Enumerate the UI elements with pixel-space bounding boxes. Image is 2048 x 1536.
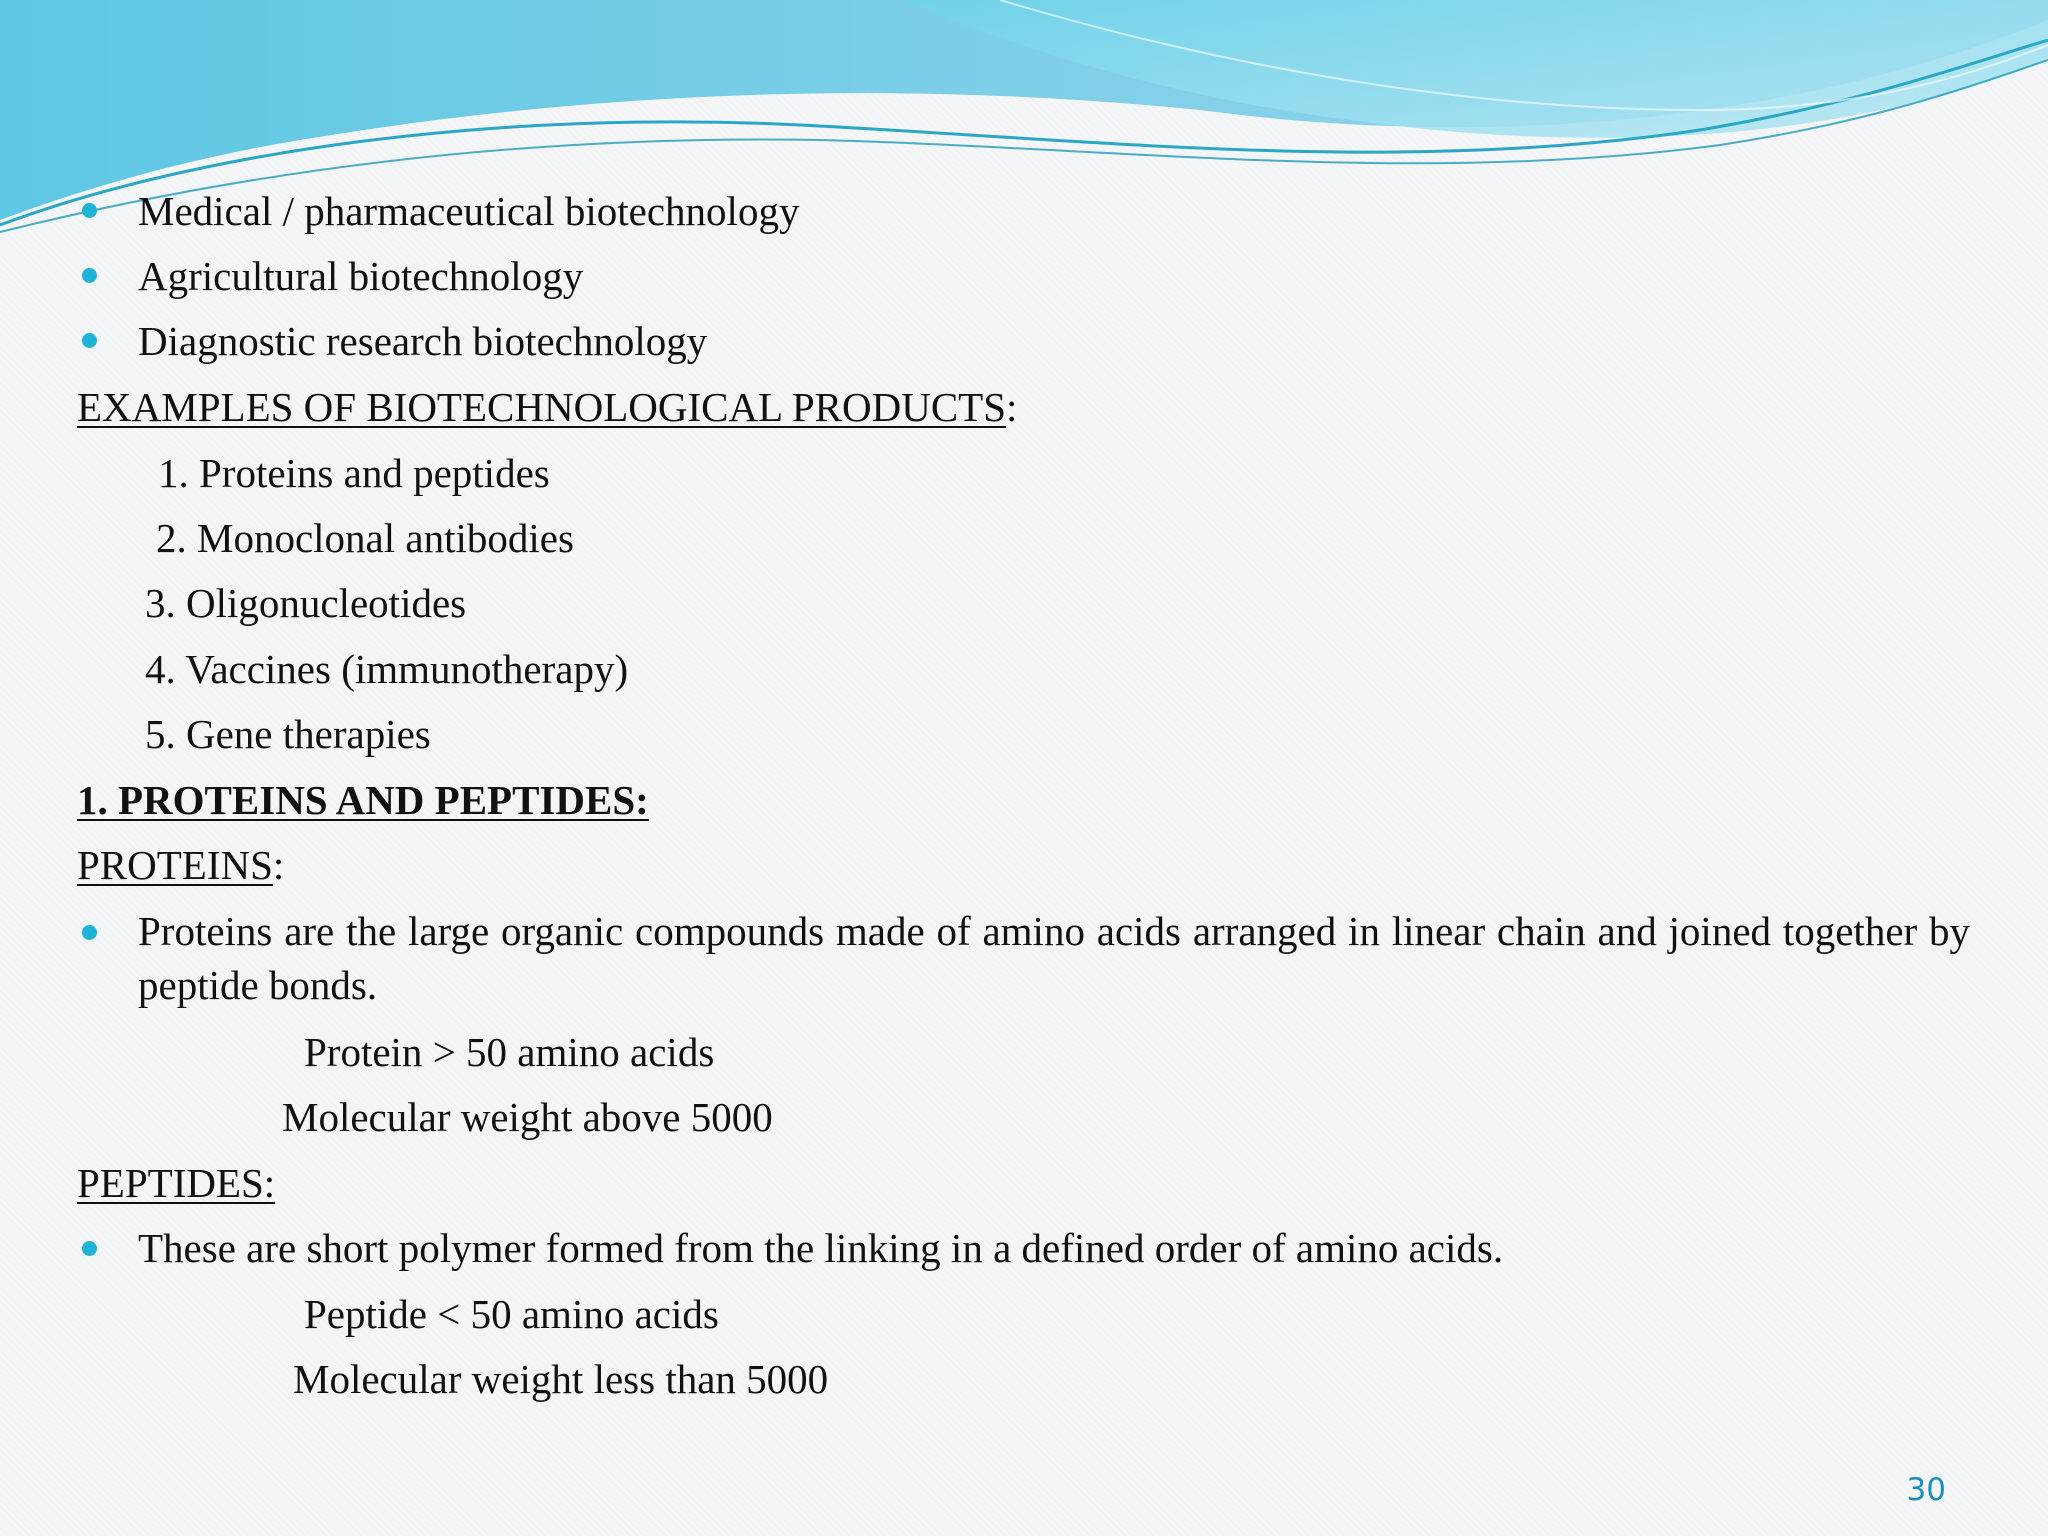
example-item-3: 3. Oligonucleotides [145, 580, 467, 626]
proteins-heading [77, 840, 284, 890]
bullet-icon [82, 925, 97, 940]
peptides-definition: These are short polymer formed from the linking in a defined order of amino acids. [138, 1225, 1504, 1271]
protein-detail-weight: Molecular weight above 5000 [282, 1094, 773, 1140]
bullet-icon [82, 1241, 97, 1256]
bullet-agricultural: Agricultural biotechnology [138, 253, 584, 299]
bullet-medical: Medical / pharmaceutical biotechnology [138, 188, 800, 234]
proteins-definition: Proteins are the large organic compounds made of amino acids arranged in linear chain and joined together by peptide bonds. [138, 908, 1970, 1008]
peptides-heading: PEPTIDES: [77, 1160, 276, 1206]
example-item-1: 1. Proteins and peptides [158, 450, 550, 496]
examples-heading-text: EXAMPLES OF BIOTECHNOLOGICAL PRODUCTS [77, 384, 1007, 430]
examples-heading [77, 382, 1017, 432]
example-item-5: 5. Gene therapies [145, 711, 431, 757]
bullet-icon [82, 268, 97, 283]
examples-heading-colon: : [1006, 384, 1018, 430]
bullet-icon [82, 333, 97, 348]
example-item-2: 2. Monoclonal antibodies [156, 515, 574, 561]
peptide-detail-weight: Molecular weight less than 5000 [293, 1356, 829, 1402]
proteins-heading-colon: : [272, 842, 285, 888]
example-item-4: 4. Vaccines (immunotherapy) [145, 646, 629, 692]
slide-number: 30 [1906, 1472, 1946, 1508]
proteins-heading-text: PROTEINS [77, 842, 273, 888]
bullet-diagnostic: Diagnostic research biotechnology [138, 318, 708, 364]
protein-detail-amino: Protein > 50 amino acids [304, 1029, 715, 1075]
peptide-detail-amino: Peptide < 50 amino acids [304, 1291, 719, 1337]
bullet-icon [82, 203, 97, 218]
section-heading: 1. PROTEINS AND PEPTIDES: [77, 777, 649, 823]
